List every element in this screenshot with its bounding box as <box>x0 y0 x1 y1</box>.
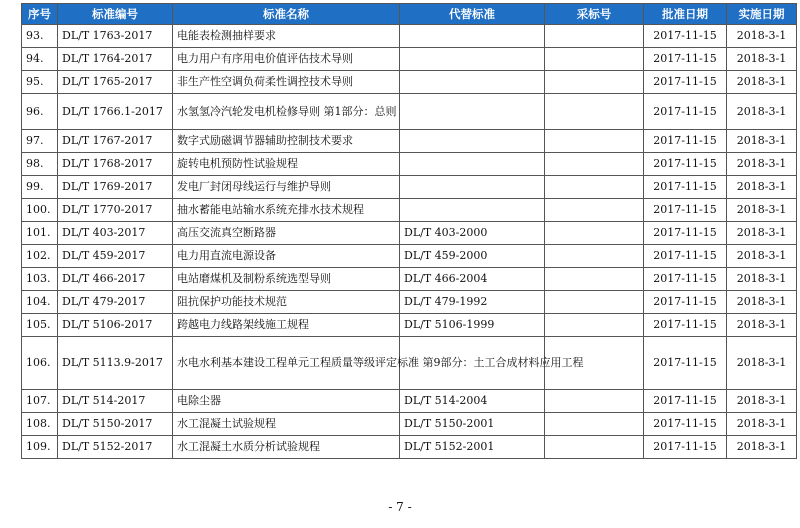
cell-adopt <box>545 199 644 222</box>
cell-implement-date: 2018-3-1 <box>727 94 797 130</box>
table-row <box>22 413 797 436</box>
cell-replace <box>400 199 545 222</box>
header-no: 序号 <box>22 4 58 25</box>
table-row <box>22 71 797 94</box>
cell-code: DL/T 1766.1-2017 <box>58 94 173 130</box>
cell-approve-date: 2017-11-15 <box>644 314 727 337</box>
cell-name: 抽水蓄能电站输水系统充排水技术规程 <box>173 199 400 222</box>
cell-approve-date: 2017-11-15 <box>644 94 727 130</box>
cell-replace <box>400 71 545 94</box>
cell-no: 99. <box>22 176 58 199</box>
cell-no: 104. <box>22 291 58 314</box>
cell-approve-date: 2017-11-15 <box>644 268 727 291</box>
cell-replace: DL/T 5106-1999 <box>400 314 545 337</box>
cell-implement-date: 2018-3-1 <box>727 436 797 459</box>
cell-adopt <box>545 71 644 94</box>
cell-replace: DL/T 479-1992 <box>400 291 545 314</box>
cell-code: DL/T 466-2017 <box>58 268 173 291</box>
cell-implement-date: 2018-3-1 <box>727 25 797 48</box>
cell-implement-date: 2018-3-1 <box>727 245 797 268</box>
cell-name: 高压交流真空断路器 <box>173 222 400 245</box>
cell-name: 发电厂封闭母线运行与维护导则 <box>173 176 400 199</box>
table-row <box>22 436 797 459</box>
cell-implement-date: 2018-3-1 <box>727 48 797 71</box>
cell-implement-date: 2018-3-1 <box>727 291 797 314</box>
cell-approve-date: 2017-11-15 <box>644 71 727 94</box>
cell-replace: DL/T 514-2004 <box>400 390 545 413</box>
cell-code: DL/T 403-2017 <box>58 222 173 245</box>
cell-approve-date: 2017-11-15 <box>644 48 727 71</box>
cell-adopt <box>545 25 644 48</box>
cell-code: DL/T 514-2017 <box>58 390 173 413</box>
header-name: 标准名称 <box>173 4 400 25</box>
cell-implement-date: 2018-3-1 <box>727 268 797 291</box>
cell-implement-date: 2018-3-1 <box>727 153 797 176</box>
cell-no: 109. <box>22 436 58 459</box>
table-row <box>22 245 797 268</box>
cell-code: DL/T 5113.9-2017 <box>58 337 173 390</box>
cell-name: 电除尘器 <box>173 390 400 413</box>
cell-approve-date: 2017-11-15 <box>644 222 727 245</box>
table-row <box>22 130 797 153</box>
cell-no: 96. <box>22 94 58 130</box>
table-row <box>22 291 797 314</box>
cell-implement-date: 2018-3-1 <box>727 199 797 222</box>
cell-name: 旋转电机预防性试验规程 <box>173 153 400 176</box>
table-row <box>22 337 797 390</box>
cell-code: DL/T 1770-2017 <box>58 199 173 222</box>
cell-adopt <box>545 390 644 413</box>
cell-replace <box>400 48 545 71</box>
cell-approve-date: 2017-11-15 <box>644 153 727 176</box>
cell-code: DL/T 479-2017 <box>58 291 173 314</box>
table-row <box>22 390 797 413</box>
cell-name: 阻抗保护功能技术规范 <box>173 291 400 314</box>
cell-adopt <box>545 436 644 459</box>
cell-replace <box>400 25 545 48</box>
cell-no: 94. <box>22 48 58 71</box>
header-code: 标准编号 <box>58 4 173 25</box>
cell-name: 电力用户有序用电价值评估技术导则 <box>173 48 400 71</box>
cell-code: DL/T 5150-2017 <box>58 413 173 436</box>
cell-adopt <box>545 314 644 337</box>
cell-adopt <box>545 48 644 71</box>
cell-implement-date: 2018-3-1 <box>727 390 797 413</box>
page-number: - 7 - <box>388 500 412 514</box>
cell-code: DL/T 1764-2017 <box>58 48 173 71</box>
cell-no: 103. <box>22 268 58 291</box>
cell-adopt <box>545 413 644 436</box>
cell-no: 101. <box>22 222 58 245</box>
standards-table <box>21 3 797 459</box>
cell-approve-date: 2017-11-15 <box>644 413 727 436</box>
cell-replace: DL/T 459-2000 <box>400 245 545 268</box>
cell-name: 电站磨煤机及制粉系统选型导则 <box>173 268 400 291</box>
table-row <box>22 153 797 176</box>
cell-code: DL/T 5106-2017 <box>58 314 173 337</box>
table-row <box>22 94 797 130</box>
table-body <box>22 25 797 459</box>
cell-adopt <box>545 176 644 199</box>
cell-approve-date: 2017-11-15 <box>644 390 727 413</box>
cell-no: 106. <box>22 337 58 390</box>
table-row <box>22 222 797 245</box>
table-row <box>22 48 797 71</box>
header-approve-date: 批准日期 <box>644 4 727 25</box>
cell-name: 水电水利基本建设工程单元工程质量等级评定标准 第9部分：土工合成材料应用工程 <box>173 337 400 390</box>
cell-no: 100. <box>22 199 58 222</box>
cell-approve-date: 2017-11-15 <box>644 176 727 199</box>
cell-code: DL/T 5152-2017 <box>58 436 173 459</box>
table-header-row <box>22 4 797 25</box>
cell-no: 97. <box>22 130 58 153</box>
header-replace: 代替标准 <box>400 4 545 25</box>
cell-name: 水氢氢冷汽轮发电机检修导则 第1部分：总则 <box>173 94 400 130</box>
cell-replace <box>400 94 545 130</box>
cell-replace: DL/T 403-2000 <box>400 222 545 245</box>
cell-no: 102. <box>22 245 58 268</box>
cell-implement-date: 2018-3-1 <box>727 71 797 94</box>
cell-replace: DL/T 5150-2001 <box>400 413 545 436</box>
cell-adopt <box>545 291 644 314</box>
cell-approve-date: 2017-11-15 <box>644 245 727 268</box>
cell-name: 电能表检测抽样要求 <box>173 25 400 48</box>
cell-name: 跨越电力线路架线施工规程 <box>173 314 400 337</box>
cell-name: 非生产性空调负荷柔性调控技术导则 <box>173 71 400 94</box>
table-row <box>22 314 797 337</box>
cell-approve-date: 2017-11-15 <box>644 130 727 153</box>
cell-implement-date: 2018-3-1 <box>727 222 797 245</box>
cell-no: 108. <box>22 413 58 436</box>
cell-implement-date: 2018-3-1 <box>727 176 797 199</box>
cell-implement-date: 2018-3-1 <box>727 337 797 390</box>
cell-replace: DL/T 5152-2001 <box>400 436 545 459</box>
cell-approve-date: 2017-11-15 <box>644 436 727 459</box>
cell-approve-date: 2017-11-15 <box>644 337 727 390</box>
cell-code: DL/T 1769-2017 <box>58 176 173 199</box>
cell-adopt <box>545 245 644 268</box>
cell-code: DL/T 1767-2017 <box>58 130 173 153</box>
cell-approve-date: 2017-11-15 <box>644 25 727 48</box>
cell-approve-date: 2017-11-15 <box>644 291 727 314</box>
cell-name: 电力用直流电源设备 <box>173 245 400 268</box>
cell-adopt <box>545 130 644 153</box>
cell-name: 水工混凝土试验规程 <box>173 413 400 436</box>
cell-approve-date: 2017-11-15 <box>644 199 727 222</box>
cell-implement-date: 2018-3-1 <box>727 314 797 337</box>
cell-code: DL/T 1763-2017 <box>58 25 173 48</box>
cell-replace <box>400 130 545 153</box>
table-row <box>22 176 797 199</box>
cell-adopt <box>545 222 644 245</box>
cell-replace <box>400 153 545 176</box>
cell-name: 数字式励磁调节器辅助控制技术要求 <box>173 130 400 153</box>
cell-code: DL/T 459-2017 <box>58 245 173 268</box>
cell-name: 水工混凝土水质分析试验规程 <box>173 436 400 459</box>
cell-adopt <box>545 153 644 176</box>
cell-no: 98. <box>22 153 58 176</box>
cell-code: DL/T 1768-2017 <box>58 153 173 176</box>
header-implement-date: 实施日期 <box>727 4 797 25</box>
header-adopt: 采标号 <box>545 4 644 25</box>
cell-no: 95. <box>22 71 58 94</box>
cell-adopt <box>545 268 644 291</box>
cell-implement-date: 2018-3-1 <box>727 413 797 436</box>
cell-implement-date: 2018-3-1 <box>727 130 797 153</box>
cell-adopt <box>545 94 644 130</box>
table-row <box>22 268 797 291</box>
cell-no: 93. <box>22 25 58 48</box>
cell-replace <box>400 176 545 199</box>
cell-no: 105. <box>22 314 58 337</box>
cell-replace: DL/T 466-2004 <box>400 268 545 291</box>
cell-no: 107. <box>22 390 58 413</box>
table-row <box>22 199 797 222</box>
cell-code: DL/T 1765-2017 <box>58 71 173 94</box>
table-row <box>22 25 797 48</box>
